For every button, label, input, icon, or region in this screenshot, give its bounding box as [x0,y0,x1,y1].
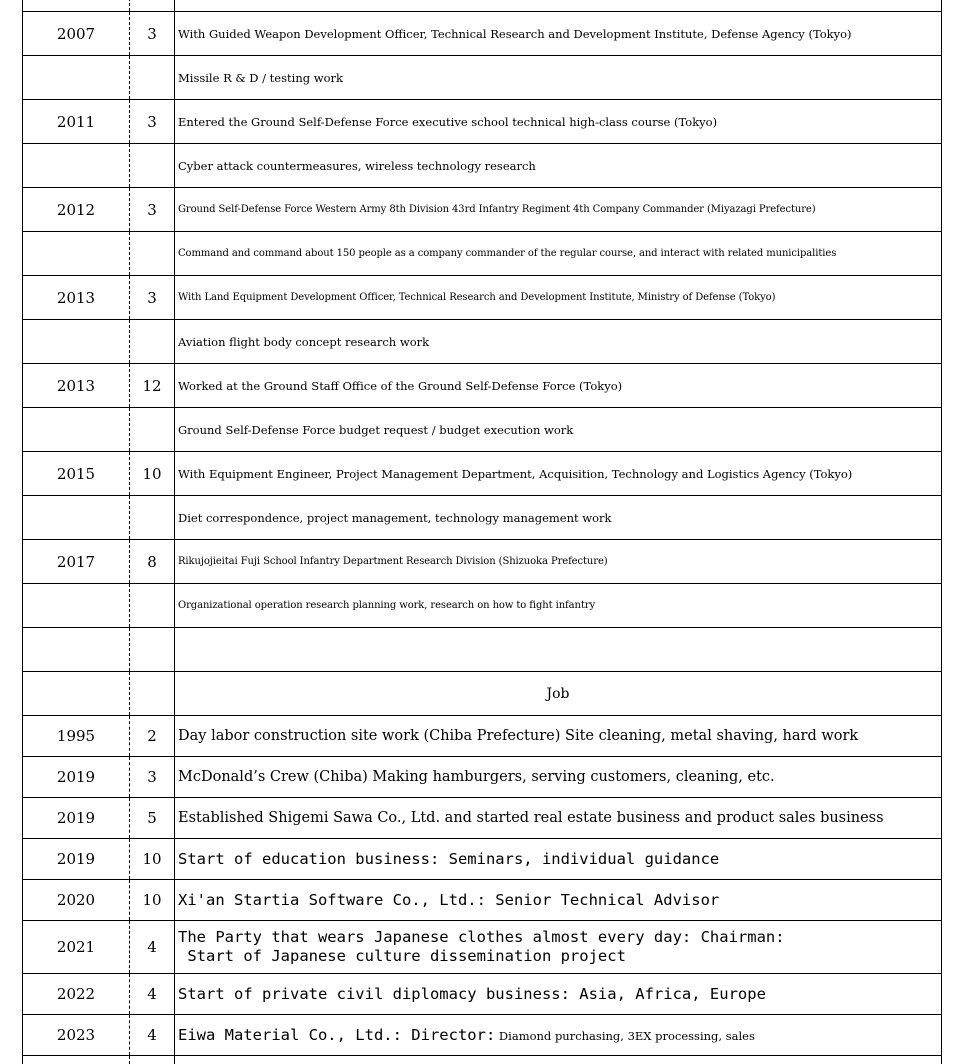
description-cell: With Land Equipment Development Officer, Technical Research and Development Institute, Ministry of Defense (Tokyo) [175,276,942,320]
description-line-2: Start of Japanese culture dissemination project [178,947,941,966]
year-cell: 2019 [23,798,130,839]
table-row [23,496,942,540]
description-cell: Organizational operation research planning work, research on how to fight infantry [175,584,942,628]
table-row [23,188,942,232]
description-line-1: The Party that wears Japanese clothes almost every day: Chairman: [178,928,941,947]
table-row [23,757,942,798]
month-cell [130,584,175,628]
year-cell: 2017 [23,540,130,584]
table-row [23,452,942,496]
description-cell: Worked at the Ground Staff Office of the Ground Self-Defense Force (Tokyo) [175,364,942,408]
year-cell [23,496,130,540]
month-cell [130,672,175,716]
year-cell [23,1056,130,1064]
year-cell: 2019 [23,757,130,798]
description-cell: With Guided Weapon Development Officer, Technical Research and Development Institute, Defense Agency (Tokyo) [175,12,942,56]
table-row [23,839,942,880]
month-cell: 8 [130,540,175,584]
table-row [23,232,942,276]
table-row [23,320,942,364]
month-cell: 10 [130,839,175,880]
year-cell [23,232,130,276]
month-cell [130,144,175,188]
table-row [23,974,942,1015]
year-cell [23,628,130,672]
description-cell: Established Shigemi Sawa Co., Ltd. and started real estate business and product sales business [175,798,942,839]
month-cell [130,628,175,672]
description-cell [175,1015,942,1056]
month-cell [130,232,175,276]
month-cell: 3 [130,12,175,56]
year-cell: 2015 [23,452,130,496]
description-cell: With Equipment Engineer, Project Management Department, Acquisition, Technology and Logistics Agency (Tokyo) [175,452,942,496]
month-cell: 4 [130,974,175,1015]
year-cell [23,0,130,12]
description-cell: Command and command about 150 people as a company commander of the regular course, and interact with related municipalities [175,232,942,276]
job-header-row [23,672,942,716]
month-cell [130,408,175,452]
year-cell: 2023 [23,1015,130,1056]
month-cell: 4 [130,921,175,974]
year-cell: 1995 [23,716,130,757]
month-cell: 2 [130,716,175,757]
month-cell [130,1056,175,1064]
year-cell: 2022 [23,974,130,1015]
description-cell: Rikujojieitai Fuji School Infantry Department Research Division (Shizuoka Prefecture) [175,540,942,584]
table-row [23,1015,942,1056]
year-cell: 2020 [23,880,130,921]
description-cell [175,0,942,12]
description-cell: Missile R & D / testing work [175,56,942,100]
table-row [23,408,942,452]
table-row [23,880,942,921]
year-cell: 2019 [23,839,130,880]
table-row [23,628,942,672]
month-cell: 3 [130,757,175,798]
description-cell [175,628,942,672]
year-cell [23,320,130,364]
resume-table [22,0,942,1064]
year-cell [23,672,130,716]
description-cell: Diet correspondence, project management, technology management work [175,496,942,540]
table-row [23,100,942,144]
description-cell: Day labor construction site work (Chiba Prefecture) Site cleaning, metal shaving, hard work [175,716,942,757]
year-cell [23,408,130,452]
description-cell: Ground Self-Defense Force budget request / budget execution work [175,408,942,452]
month-cell [130,56,175,100]
month-cell: 10 [130,880,175,921]
table-row [23,12,942,56]
table-row [23,276,942,320]
table-row [23,56,942,100]
description-main: Eiwa Material Co., Ltd.: Director: [178,1026,495,1044]
month-cell [130,496,175,540]
description-cell: Entered the Ground Self-Defense Force executive school technical high-class course (Tokyo) [175,100,942,144]
month-cell [130,320,175,364]
year-cell: 2013 [23,364,130,408]
year-cell: 2013 [23,276,130,320]
description-cell: Start of education business: Seminars, individual guidance [175,839,942,880]
table-row [23,364,942,408]
description-cell: Start of private civil diplomacy business: Asia, Africa, Europe [175,974,942,1015]
table-row [23,584,942,628]
year-cell: 2007 [23,12,130,56]
table-row [23,716,942,757]
description-tail: Diamond purchasing, 3EX processing, sales [495,1029,755,1043]
description-cell: McDonald’s Crew (Chiba) Making hamburgers, serving customers, cleaning, etc. [175,757,942,798]
year-cell [23,144,130,188]
month-cell: 12 [130,364,175,408]
table-row [23,540,942,584]
table-row [23,798,942,839]
year-cell [23,584,130,628]
month-cell [130,0,175,12]
month-cell: 3 [130,100,175,144]
table-row [23,921,942,974]
month-cell: 3 [130,188,175,232]
month-cell: 4 [130,1015,175,1056]
job-section-heading: Job [175,672,942,716]
description-cell: Ground Self-Defense Force Western Army 8th Division 43rd Infantry Regiment 4th Company Commander (Miyazagi Prefecture) [175,188,942,232]
description-cell: Xi'an Startia Software Co., Ltd.: Senior Technical Advisor [175,880,942,921]
year-cell: 2011 [23,100,130,144]
year-cell [23,56,130,100]
year-cell: 2021 [23,921,130,974]
description-cell: Cyber attack countermeasures, wireless technology research [175,144,942,188]
month-cell: 5 [130,798,175,839]
month-cell: 3 [130,276,175,320]
year-cell: 2012 [23,188,130,232]
description-cell [175,1056,942,1064]
table-row [23,0,942,12]
description-cell [175,921,942,974]
table-row [23,144,942,188]
month-cell: 10 [130,452,175,496]
description-cell: Aviation flight body concept research work [175,320,942,364]
table-row [23,1056,942,1064]
